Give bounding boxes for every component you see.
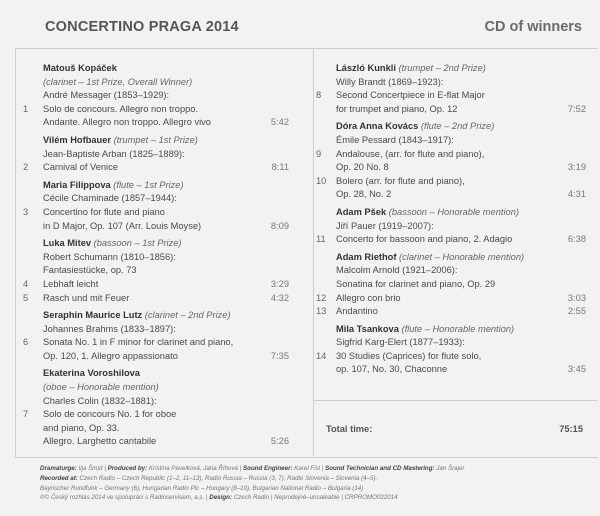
performer-line [23,62,289,76]
track-title: Lebhaft leicht [43,278,99,289]
track-line [23,251,289,265]
track-number-spacer [316,120,336,134]
performer-name: Luka Mitev [43,238,92,249]
performer-entry [316,323,586,377]
track-line [23,220,289,234]
track-title: 30 Studies (Caprices) for flute solo, [336,350,482,361]
track-line [316,278,586,292]
track-number [23,148,43,162]
track-number [316,76,336,90]
track-line [23,116,289,130]
track-number [316,188,336,202]
track-number-spacer [316,62,336,76]
performer-line [23,134,289,148]
performer-entry [23,179,289,233]
track-title: and piano, Op. 33. [43,422,120,433]
performer-line [316,120,586,134]
track-line [316,292,586,306]
performer-entry [316,206,586,247]
track-title: Carnival of Venice [43,162,118,173]
credit-text: Kristina Pavelková, Jana Říhová | [147,465,244,472]
track-line [316,350,586,364]
track-number [23,350,43,364]
track-number [316,264,336,278]
performer-line [23,367,289,381]
track-title: Fantasiestücke, op. 73 [43,265,137,276]
performer-role: (flute – 2nd Prize) [420,121,495,132]
track-title: Solo de concours. Allegro non troppo. [43,103,199,114]
track-title: Robert Schumann (1810–1856): [43,251,176,262]
performer-role: (clarinet – 2nd Prize) [144,310,231,321]
track-number: 9 [316,148,322,159]
track-line [23,192,289,206]
credit-text: Karel Fisl | [292,465,326,472]
track-line [23,422,289,436]
credits-line [40,464,464,474]
track-number-spacer [316,251,336,265]
track-number-spacer [23,367,43,381]
track-title: Andalouse, (arr. for flute and piano), [336,148,485,159]
performer-line [23,179,289,193]
performer-role: (clarinet – Honorable mention) [399,251,525,262]
tracklist-left-column [23,62,289,453]
track-line [316,134,586,148]
track-title: Solo de concours No. 1 for oboe [43,409,177,420]
track-line [316,188,586,202]
track-number-spacer [23,309,43,323]
performer-role-line [23,76,289,90]
track-line [316,175,586,189]
credit-label: Dramaturge: [40,465,77,472]
credit-label: Design: [209,494,232,502]
track-duration: 7:52 [567,103,586,114]
performer-entry [23,309,289,363]
track-line [23,292,289,306]
performer-text [336,120,586,134]
performer-entry [23,367,289,449]
track-number [316,278,336,292]
track-duration: 4:31 [567,189,586,200]
track-line [23,264,289,278]
track-number [316,103,336,117]
performer-role: (flute – 1st Prize) [113,179,184,190]
performer-entry [316,251,586,319]
performer-role: (oboe – Honorable mention) [43,382,159,393]
track-duration: 6:38 [567,234,586,245]
track-line [316,103,586,117]
track-title: in D Major, Op. 107 (Arr. Louis Moyse) [43,220,202,231]
track-title: Cécile Chaminade (1857–1944): [43,193,177,204]
performer-name: Matouš Kopáček [43,63,117,73]
track-line [316,336,586,350]
album-title: CONCERTINO PRAGA 2014 [45,19,239,35]
track-line [23,350,289,364]
credits-line [40,484,464,494]
track-number [23,422,43,436]
track-title: op. 107, No. 30, Chaconne [336,364,448,375]
performer-role: (bassoon – 1st Prize) [93,238,182,249]
track-number: 10 [316,175,327,186]
credit-text: Czech Radio – Czech Republic (1–2, 11–13), Radio Russia – Russia (3, 7), Radio Slovenia – Slovenia (4–5), [77,474,378,482]
performer-line [316,62,586,76]
performer-text [43,309,289,323]
track-line [316,233,586,247]
performer-line [23,237,289,251]
track-number-spacer [23,134,43,148]
track-title: Willy Brandt (1869–1923): [336,76,444,87]
performer-role: (trumpet – 1st Prize) [113,134,198,145]
credit-text: Jan Šrajer [434,465,465,472]
track-line [23,323,289,337]
track-number: 6 [23,337,29,348]
track-duration: 2:55 [567,306,586,317]
track-number [316,220,336,234]
track-number [316,336,336,350]
track-line [316,305,586,319]
track-line [316,363,586,377]
performer-text [43,237,289,251]
track-number-spacer [316,323,336,337]
track-line [23,278,289,292]
track-title: Bolero (arr. for flute and piano), [336,175,465,186]
track-duration: 3:29 [270,278,289,289]
performer-text [43,367,289,381]
performer-text [43,179,289,193]
track-duration: 3:45 [567,364,586,375]
credit-label: Recorded at: [40,474,78,482]
performer-entry [316,120,586,202]
track-number-spacer [316,206,336,220]
credit-text: ℗© Český rozhlas 2014 ve spolupráci s Radioservisem, a.s. | [40,494,210,502]
track-line [316,89,586,103]
track-line [23,206,289,220]
track-number: 12 [316,292,327,303]
credits-line [40,493,464,503]
track-title: Sigfrid Karg-Elert (1877–1933): [336,337,465,348]
performer-name: Maria Filippova [43,179,111,190]
track-line [23,161,289,175]
performer-line [316,206,586,220]
performer-text [43,134,289,148]
track-title: Sonata No. 1 in F minor for clarinet and piano, [43,337,234,348]
track-title: for trumpet and piano, Op. 12 [336,103,458,114]
track-title: André Messager (1853–1929): [43,90,170,101]
performer-name: Ekaterina Voroshilova [43,368,140,379]
credit-text: Bayrischer Rundfunk – Germany (6), Hungarian Radio Plc – Hungary (8–10), Bulgarian National Radio – Bulgaria (14) [40,484,364,492]
track-line [316,76,586,90]
total-time-label: Total time: [326,424,373,434]
track-number-spacer [23,179,43,193]
track-title: Johannes Brahms (1833–1897): [43,323,176,334]
performer-role: (clarinet – 1st Prize, Overall Winner) [43,76,193,87]
performer-name: Seraphin Maurice Lutz [43,310,143,321]
album-subtitle: CD of winners [484,19,582,35]
track-title: Op. 120, 1. Allegro appassionato [43,350,178,361]
performer-line [23,309,289,323]
track-line [316,220,586,234]
track-number [316,161,336,175]
track-title: Sonatina for clarinet and piano, Op. 29 [336,278,496,289]
track-number [23,435,43,449]
track-duration: 8:09 [270,220,289,231]
track-number [23,220,43,234]
track-number-spacer [23,76,43,90]
track-number [23,116,43,130]
credits-line [40,474,464,484]
tracklist-right-column [316,62,586,381]
credit-label: Sound Technician and CD Mastering: [325,465,435,472]
performer-name: Mila Tsankova [336,323,399,334]
track-line [23,395,289,409]
track-duration: 3:03 [567,292,586,303]
track-number: 13 [316,306,327,317]
track-line [316,161,586,175]
track-duration: 8:11 [271,162,289,173]
performer-name: Dóra Anna Kovács [336,121,419,132]
performer-entry [316,62,586,116]
track-title: Andante. Allegro non troppo. Allegro vivo [43,117,211,128]
track-number: 14 [316,350,327,361]
track-number [23,395,43,409]
credit-label: Sound Engineer: [243,465,293,472]
track-number: 5 [23,292,29,303]
track-number-spacer [23,62,43,76]
performer-entry [23,134,289,175]
track-number [23,89,43,103]
credit-label: Produced by: [107,465,148,472]
column-divider [313,48,314,456]
track-duration: 5:42 [270,117,289,128]
track-number-spacer [23,381,43,395]
track-line [23,408,289,422]
track-title: Malcolm Arnold (1921–2006): [336,265,458,276]
track-number [23,251,43,265]
track-duration: 5:26 [270,436,289,447]
track-line [23,103,289,117]
track-number: 11 [316,234,326,245]
performer-role: (flute – Honorable mention) [401,323,515,334]
total-time-row [314,400,597,457]
track-line [23,435,289,449]
credit-text: Czech Radio | Neprodejné–unsaleable | CRPROMO022014 [231,494,398,502]
track-title: Op. 20 No. 8 [336,162,389,173]
track-line [23,148,289,162]
performer-entry [23,237,289,305]
track-duration: 3:19 [567,162,586,173]
track-duration: 4:32 [270,292,289,303]
track-number: 4 [23,278,29,289]
performer-text [336,206,586,220]
track-title: Émile Pessard (1843–1917): [336,134,454,145]
track-title: Op. 28, No. 2 [336,189,392,200]
track-line [23,89,289,103]
performer-name: Adam Riethof [336,251,397,262]
track-title: Rasch und mit Feuer [43,292,130,303]
track-line [316,264,586,278]
performer-role-line [23,381,289,395]
credit-text: Ilja Šmíd | [76,465,108,472]
performer-name: Vilém Hofbauer [43,134,112,145]
total-time-value: 75:15 [559,424,583,434]
performer-text [336,251,586,265]
track-title: Charles Colin (1832–1881): [43,395,157,406]
track-number: 7 [23,409,29,420]
track-title: Allegro. Larghetto cantabile [43,436,157,447]
track-title: Andantino [336,306,378,317]
track-number: 3 [23,206,29,217]
track-title: Jiří Pauer (1919–2007): [336,220,434,231]
performer-entry [23,62,289,130]
performer-name: László Kunkli [336,63,396,73]
performer-line [316,323,586,337]
performer-text [336,323,586,337]
performer-role: (trumpet – 2nd Prize) [398,63,486,73]
track-title: Second Concertpiece in E-flat Major [336,90,485,101]
track-number: 1 [23,103,29,114]
performer-line [316,251,586,265]
track-number-spacer [23,237,43,251]
track-number [316,134,336,148]
performer-name: Adam Pšek [336,206,387,217]
track-number [23,192,43,206]
track-title: Jean-Baptiste Arban (1825–1889): [43,148,185,159]
track-number: 2 [23,162,29,173]
track-number [23,264,43,278]
credits-footer [40,464,464,503]
track-title: Allegro con brio [336,292,401,303]
track-number [316,363,336,377]
performer-role: (bassoon – Honorable mention) [388,206,519,217]
track-line [316,148,586,162]
performer-text [336,62,586,76]
track-title: Concerto for bassoon and piano, 2. Adagio [336,234,513,245]
track-duration: 7:35 [270,350,289,361]
performer-text [43,62,289,76]
track-line [23,336,289,350]
track-title: Concertino for flute and piano [43,206,165,217]
track-number: 8 [316,90,322,101]
track-number [23,323,43,337]
